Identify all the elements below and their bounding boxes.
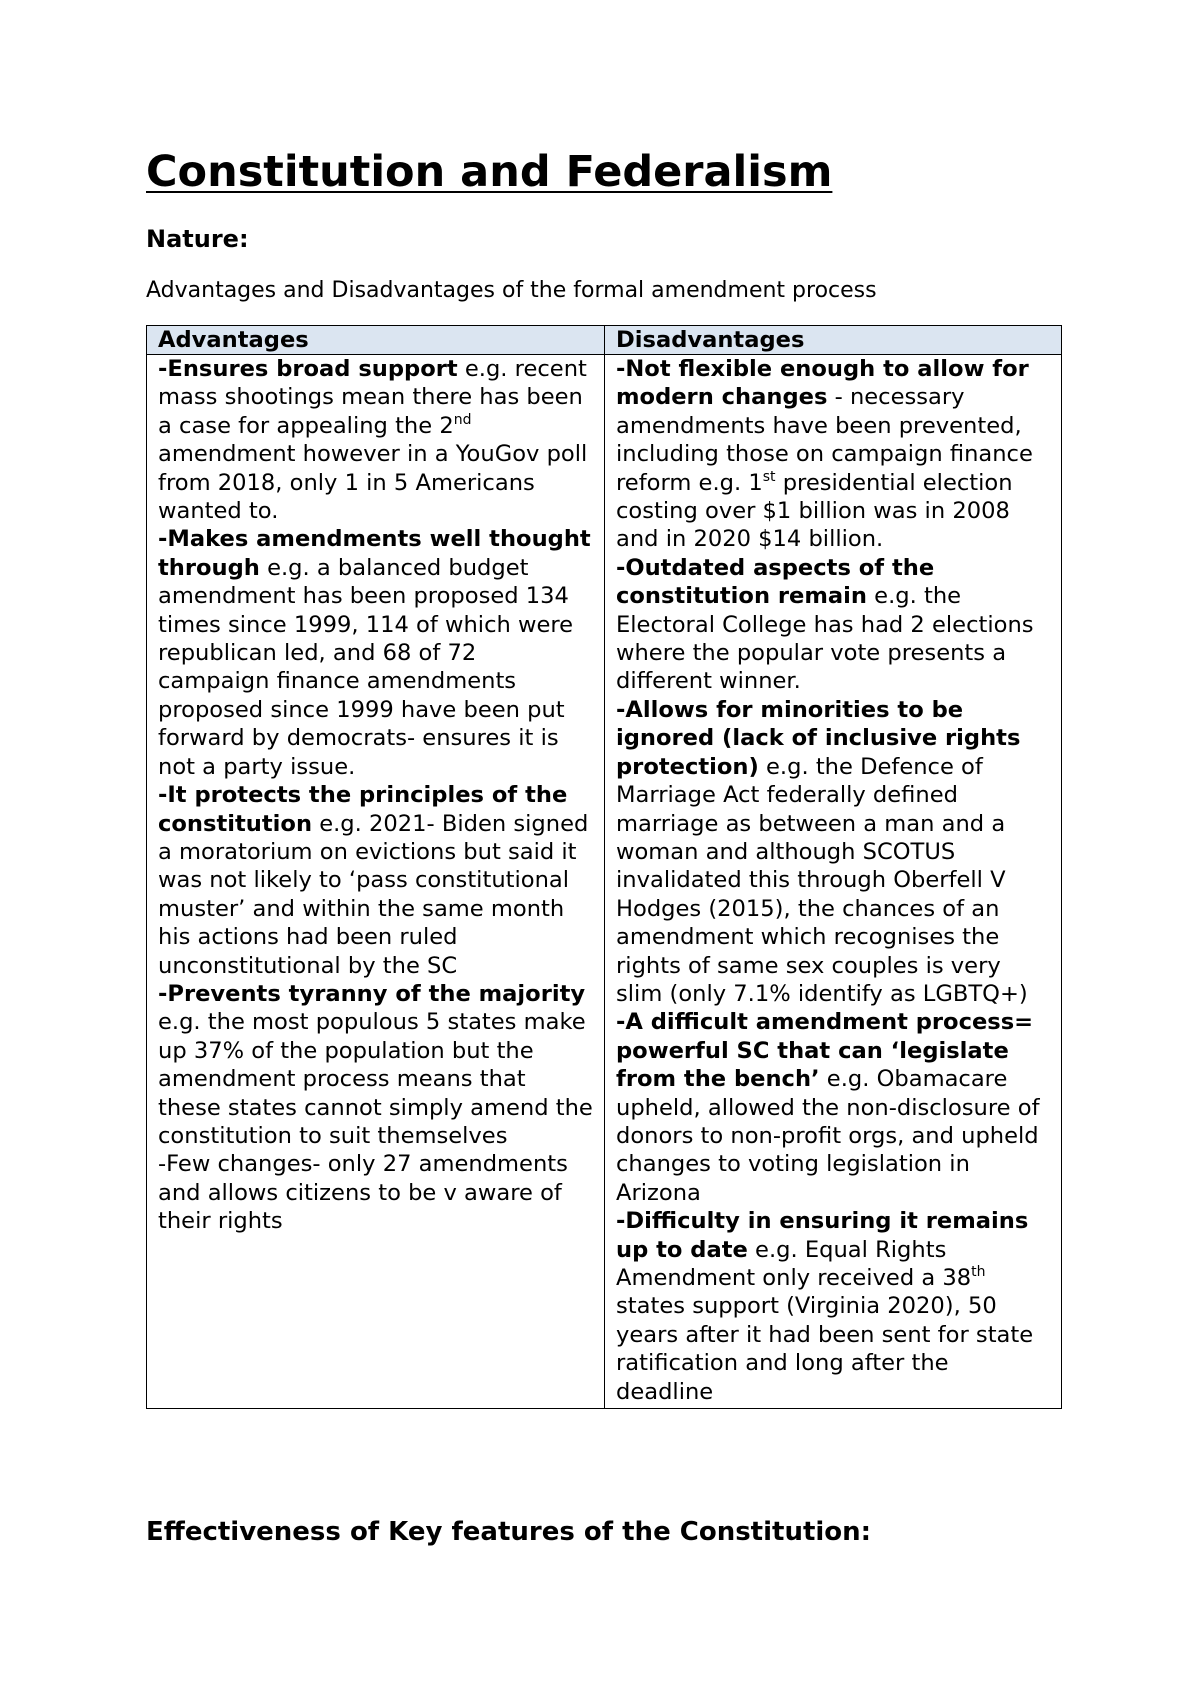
- table-row: [147, 355, 1062, 1409]
- entry-dash: -: [158, 980, 168, 1007]
- entry-dash: -: [158, 526, 168, 553]
- entry-dash: -: [616, 1009, 626, 1036]
- document-title: Constitution and Federalism: [146, 147, 833, 197]
- entry-text: e.g. a balanced budget amendment has been proposed 134 times since 1999, 114 of which were republican led, and 68 of 72 campaign finance amendments proposed since 1999 have been put forward by democrats- ensures it is not a party issue.: [158, 554, 574, 780]
- entry-text: states support (Virginia 2020), 50 years after it had been sent for state ratification and long after the deadline: [616, 1293, 1034, 1405]
- table-header-row: [147, 326, 1062, 355]
- amendment-comparison-table: [146, 325, 1062, 1409]
- ordinal-suffix: nd: [453, 411, 472, 428]
- disadvantage-entry-powerful-sc: [616, 1008, 1051, 1207]
- advantage-entry-prevents-tyranny: [158, 980, 594, 1150]
- entry-text: - necessary amendments have been prevented, including those on campaign finance reform e.g. 1: [616, 384, 1033, 496]
- advantages-cell: [147, 355, 605, 1409]
- disadvantage-entry-not-flexible: [616, 355, 1051, 554]
- entry-bold-heading: Ensures broad support: [167, 356, 458, 382]
- entry-dash: -: [158, 782, 168, 809]
- entry-text: e.g. recent mass shootings mean there has been a case for appealing the 2: [158, 356, 587, 439]
- entry-dash: -: [616, 696, 626, 723]
- entry-bold-heading: It protects the principles of the constitution: [158, 782, 568, 837]
- entry-bold-heading: Not flexible enough to allow for modern changes: [616, 356, 1029, 411]
- entry-text: amendment however in a YouGov poll from 2018, only 1 in 5 Americans wanted to.: [158, 441, 588, 525]
- disadvantage-entry-minorities-ignored: [616, 696, 1051, 1008]
- entry-dash: -: [158, 356, 168, 382]
- section-heading-nature: Nature:: [146, 225, 249, 253]
- advantage-entry-broad-support: [158, 355, 594, 525]
- header-advantages: Advantages: [147, 326, 605, 355]
- disadvantages-cell: [605, 355, 1062, 1409]
- advantage-entry-protects-principles: [158, 781, 594, 980]
- entry-text: e.g. 2021- Biden signed a moratorium on evictions but said it was not likely to ‘pass constitutional muster’ and within the same month his actions had been ruled unconstitutional by the SC: [158, 810, 589, 979]
- advantage-entry-few-changes: [158, 1150, 594, 1235]
- header-disadvantages: Disadvantages: [605, 326, 1062, 355]
- section-heading-effectiveness: Effectiveness of Key features of the Constitution:: [146, 1517, 872, 1547]
- entry-dash: -: [616, 554, 626, 581]
- entry-bold-heading: Makes amendments well thought through: [158, 526, 591, 581]
- entry-text: -Few changes- only 27 amendments and allows citizens to be v aware of their rights: [158, 1151, 568, 1235]
- ordinal-suffix: th: [971, 1264, 986, 1280]
- disadvantage-entry-up-to-date: [616, 1207, 1051, 1406]
- entry-text: e.g. the Electoral College has had 2 elections where the popular vote presents a different winner.: [616, 583, 1034, 695]
- entry-bold-heading: Outdated aspects of the constitution remain: [616, 554, 935, 610]
- entry-text: e.g. the Defence of Marriage Act federally defined marriage as between a man and a woman and although SCOTUS invalidated this through Oberfell V Hodges (2015), the chances of an amendment which recognises the rights of same sex couples is very slim (only 7.1% identify as LGBTQ+): [616, 753, 1028, 1007]
- entry-dash: -: [616, 356, 626, 382]
- advantage-entry-well-thought-through: [158, 525, 594, 781]
- ordinal-suffix: st: [762, 468, 776, 485]
- entry-text: presidential election costing over $1 billion was in 2008 and in 2020 $14 billion.: [616, 469, 1013, 553]
- entry-bold-heading: Prevents tyranny of the majority: [167, 980, 586, 1007]
- entry-dash: -: [616, 1208, 626, 1235]
- entry-text: e.g. the most populous 5 states make up 37% of the population but the amendment process means that these states cannot simply amend the constitution to suit themselves: [158, 1009, 593, 1149]
- entry-bold-heading: Allows for minorities to be ignored (lack of inclusive rights protection): [616, 696, 1021, 780]
- entry-bold-heading: A difficult amendment process= powerful SC that can ‘legislate from the bench’: [616, 1009, 1034, 1093]
- entry-text: e.g. Obamacare upheld, allowed the non-disclosure of donors to non-profit orgs, and upheld changes to voting legislation in Arizona: [616, 1066, 1040, 1206]
- disadvantage-entry-outdated-aspects: [616, 554, 1051, 696]
- entry-text: e.g. Equal Rights Amendment only received a 38: [616, 1236, 972, 1291]
- intro-text: Advantages and Disadvantages of the formal amendment process: [146, 278, 877, 303]
- entry-bold-heading: Difficulty in ensuring it remains up to date: [616, 1208, 1029, 1263]
